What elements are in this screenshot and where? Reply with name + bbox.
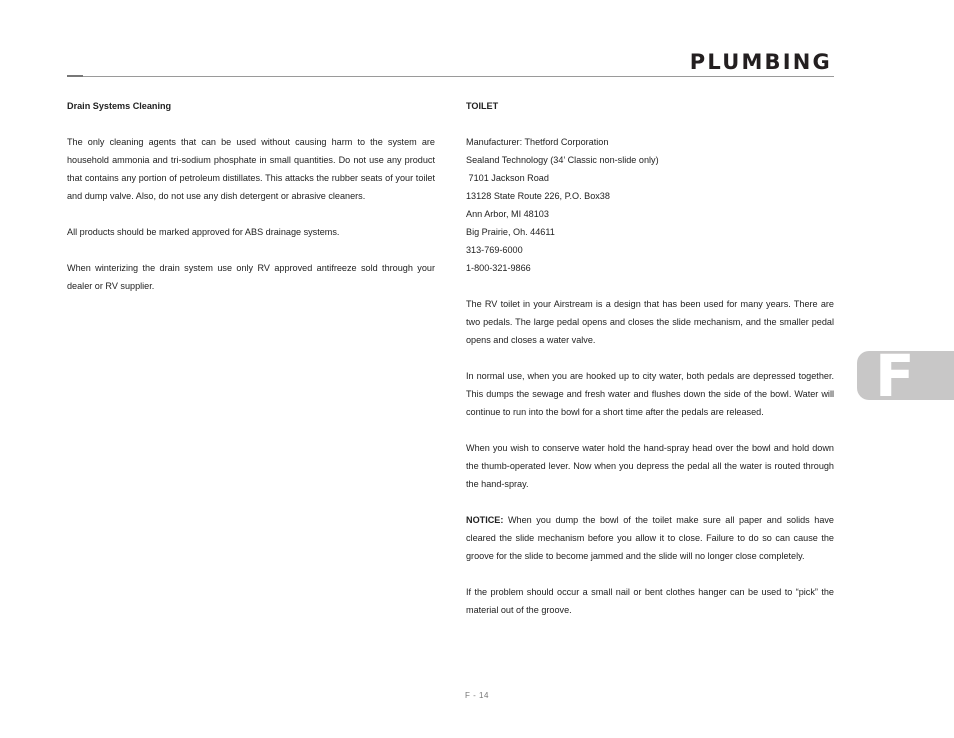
groove-fix-paragraph: If the problem should occur a small nail or bent clothes hanger can be used to “pick” the material out of the groove. (466, 587, 834, 615)
right-column (466, 97, 834, 619)
conserve-water-paragraph: When you wish to conserve water hold the hand-spray head over the bowl and hold down the thumb-operated lever. Now when you depress the pedal all the water is routed through the hand-spray. (466, 443, 834, 489)
section-title: PLUMBING (689, 50, 832, 74)
manufacturer-block (466, 133, 834, 277)
spacer (67, 115, 435, 133)
spacer (466, 421, 834, 439)
notice-label: NOTICE: (466, 515, 504, 525)
toilet-pedals-paragraph: The RV toilet in your Airstream is a design that has been used for many years. There are two pedals. The large pedal opens and closes the slide mechanism, and the smaller pedal opens and closes a water valve. (466, 299, 834, 345)
abs-approved-paragraph: All products should be marked approved for ABS drainage systems. (67, 227, 340, 237)
spacer (466, 493, 834, 511)
notice-paragraph (466, 511, 834, 565)
manufacturer-line: Sealand Technology (34’ Classic non-slide only) (466, 155, 659, 165)
manufacturer-line: 7101 Jackson Road (466, 173, 549, 183)
normal-use-paragraph: In normal use, when you are hooked up to city water, both pedals are depressed together. This dumps the sewage and fresh water and flushes down the side of the bowl. Water will continue to run into the bowl for a short time after the pedals are released. (466, 371, 834, 417)
header-rule-accent (67, 75, 83, 77)
spacer (466, 115, 834, 133)
spacer (466, 349, 834, 367)
left-column (67, 97, 435, 295)
spacer (67, 205, 435, 223)
section-tab (857, 351, 954, 400)
notice-text: When you dump the bowl of the toilet make sure all paper and solids have cleared the slide mechanism before you allow it to close. Failure to do so can cause the groove for the slide to become jammed and the slide will no longer close completely. (466, 515, 834, 561)
manufacturer-line: Ann Arbor, MI 48103 (466, 209, 549, 219)
page-number: F - 14 (465, 691, 489, 700)
section-tab-letter: F (875, 351, 915, 400)
manufacturer-line: Manufacturer: Thetford Corporation (466, 137, 609, 147)
header-rule (67, 76, 834, 77)
spacer (466, 277, 834, 295)
toilet-heading: TOILET (466, 101, 499, 111)
drain-cleaning-heading: Drain Systems Cleaning (67, 101, 172, 111)
manufacturer-line: 13128 State Route 226, P.O. Box38 (466, 191, 610, 201)
manufacturer-line: 313-769-6000 (466, 245, 523, 255)
manufacturer-line: Big Prairie, Oh. 44611 (466, 227, 555, 237)
winterizing-paragraph: When winterizing the drain system use only RV approved antifreeze sold through your dealer or RV supplier. (67, 263, 435, 291)
cleaning-agents-paragraph: The only cleaning agents that can be used without causing harm to the system are household ammonia and tri-sodium phosphate in small quantities. Do not use any product that contains any portion of petroleum distillates. This attacks the rubber seats of your toilet and dump valve. Also, do not use any dish detergent or abrasive cleaners. (67, 137, 435, 201)
spacer (466, 565, 834, 583)
spacer (67, 241, 435, 259)
manufacturer-line: 1-800-321-9866 (466, 263, 531, 273)
